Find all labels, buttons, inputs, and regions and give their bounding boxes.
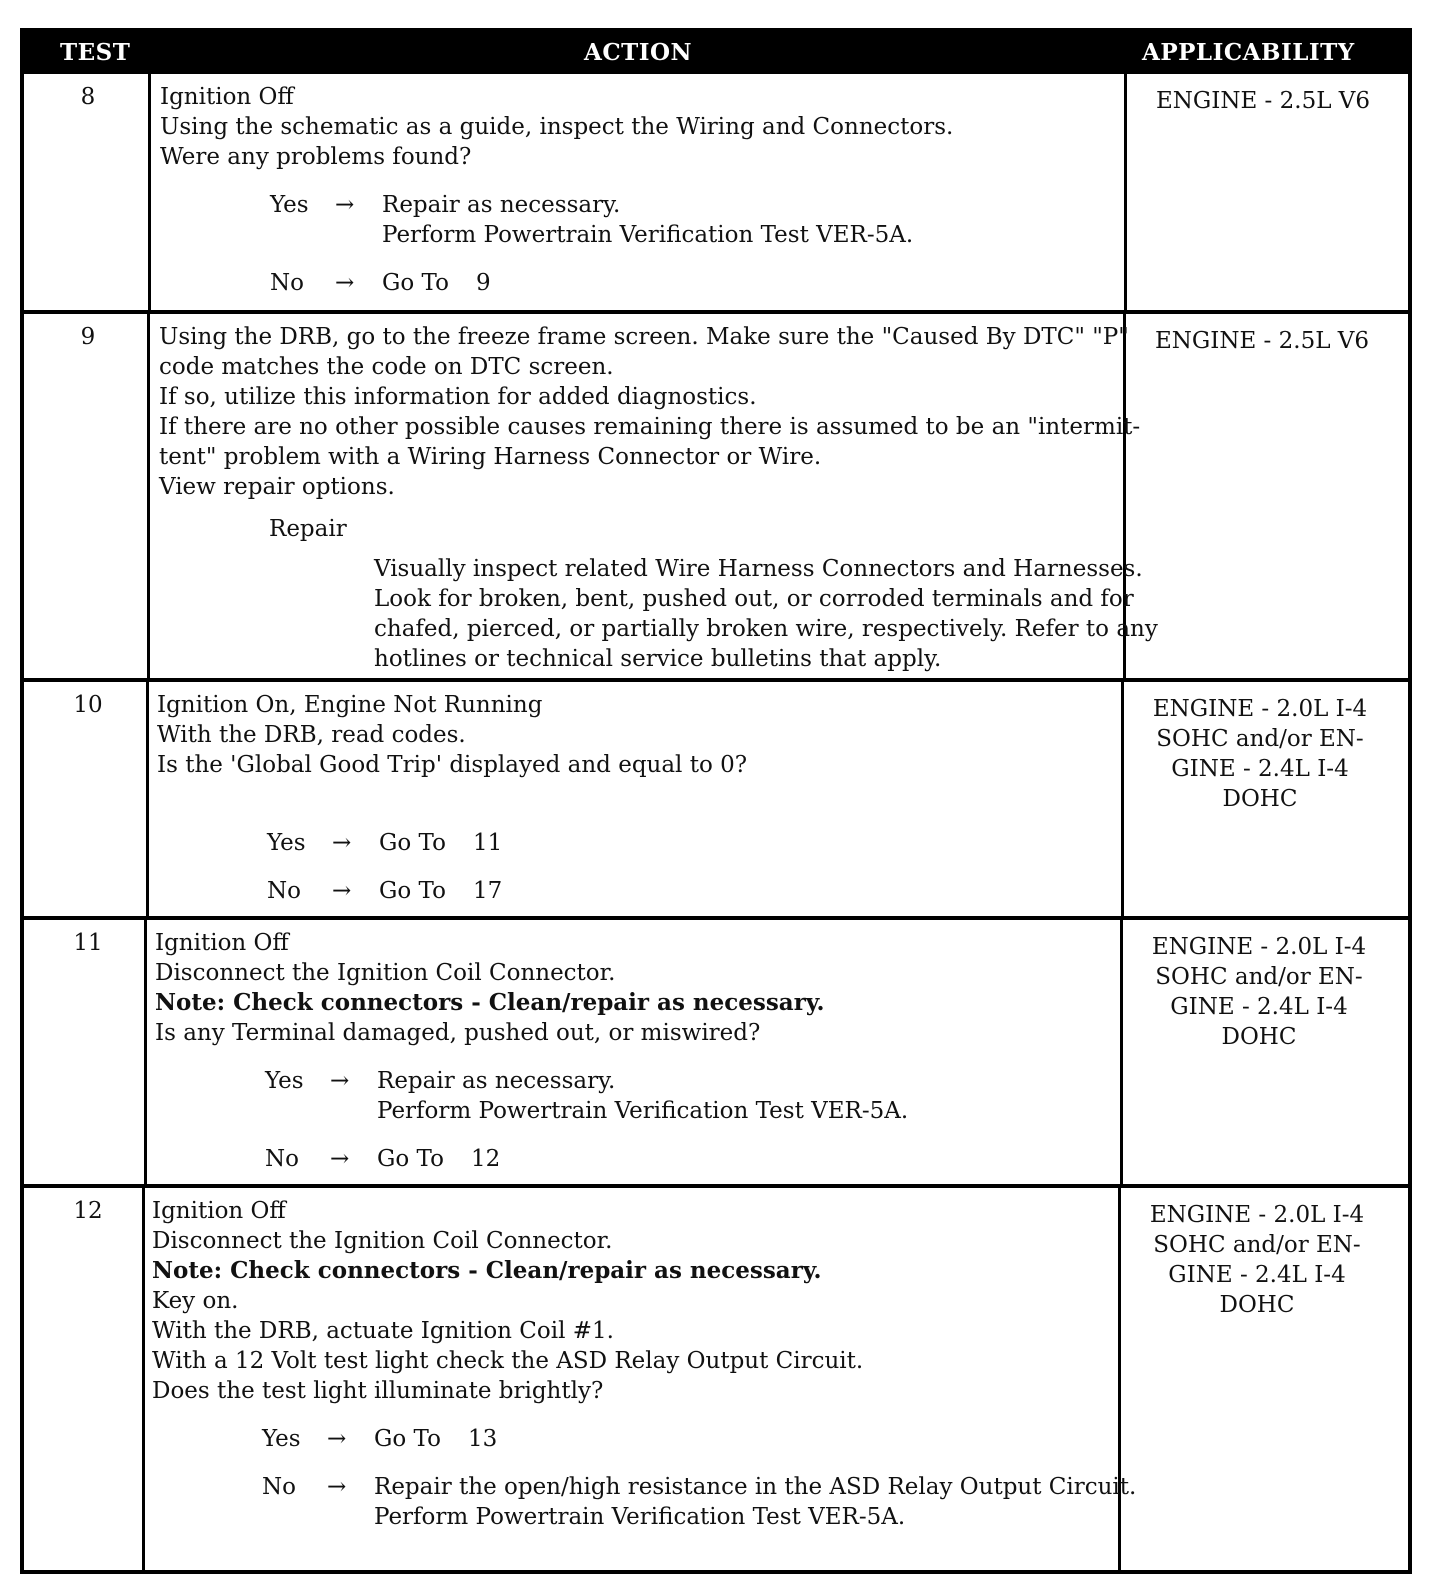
arrow-icon: → <box>332 878 352 904</box>
yes-text-2: Perform Powertrain Verification Test VER-5A. <box>377 1098 909 1124</box>
action-cell <box>152 1196 1137 1532</box>
yes-branch <box>160 190 1145 220</box>
repair-line: Visually inspect related Wire Harness Connectors and Harnesses. <box>374 556 1143 582</box>
yes-text-2: Perform Powertrain Verification Test VER-5A. <box>382 222 914 248</box>
action-line: Were any problems found? <box>160 144 472 170</box>
no-label: No <box>265 1146 299 1172</box>
action-line: code matches the code on DTC screen. <box>159 354 614 380</box>
test-number: 9 <box>80 324 96 350</box>
applicability-line: SOHC and/or EN- <box>1156 726 1364 752</box>
table-row <box>24 310 1408 678</box>
no-label: No <box>262 1474 296 1500</box>
arrow-icon: → <box>330 1146 350 1172</box>
action-line: Disconnect the Ignition Coil Connector. <box>152 1228 613 1254</box>
action-cell <box>157 690 1142 906</box>
action-line: Ignition Off <box>160 84 294 110</box>
arrow-icon: → <box>327 1426 347 1452</box>
table-row <box>24 916 1408 1184</box>
yes-text: Repair as necessary. <box>382 192 621 218</box>
action-line: With the DRB, actuate Ignition Coil #1. <box>152 1318 614 1344</box>
arrow-icon: → <box>330 1068 350 1094</box>
applicability-line: ENGINE - 2.5L V6 <box>1154 328 1370 354</box>
yes-label: Yes <box>267 830 306 856</box>
action-line: With the DRB, read codes. <box>157 722 466 748</box>
applicability-line: ENGINE - 2.0L I-4 <box>1149 1202 1365 1228</box>
action-line: Is the 'Global Good Trip' displayed and equal to 0? <box>157 752 748 778</box>
applicability-cell <box>1127 326 1397 356</box>
applicability-line: SOHC and/or EN- <box>1155 964 1363 990</box>
arrow-icon: → <box>335 270 355 296</box>
header-applicability: APPLICABILITY <box>1142 39 1355 66</box>
test-number: 8 <box>80 84 96 110</box>
no-branch <box>160 268 1145 298</box>
action-line: If there are no other possible causes remaining there is assumed to be an "intermit- <box>159 414 1141 440</box>
action-line: Using the schematic as a guide, inspect the Wiring and Connectors. <box>160 114 954 140</box>
goto-text: Go To <box>374 1426 441 1452</box>
applicability-line: ENGINE - 2.0L I-4 <box>1151 934 1367 960</box>
action-line: Does the test light illuminate brightly? <box>152 1378 604 1404</box>
applicability-cell <box>1128 86 1398 116</box>
action-line: Disconnect the Ignition Coil Connector. <box>155 960 616 986</box>
yes-branch <box>157 828 1142 858</box>
yes-label: Yes <box>270 192 309 218</box>
table-header <box>24 32 1408 74</box>
goto-number: 17 <box>473 878 503 904</box>
goto-text: Go To <box>379 878 446 904</box>
action-line: Ignition Off <box>152 1198 286 1224</box>
diagnostic-table <box>20 28 1412 1574</box>
action-line: Ignition Off <box>155 930 289 956</box>
repair-label: Repair <box>269 516 347 542</box>
repair-line: Look for broken, bent, pushed out, or corroded terminals and for <box>374 586 1134 612</box>
yes-label: Yes <box>265 1068 304 1094</box>
yes-text: Repair as necessary. <box>377 1068 616 1094</box>
header-test: TEST <box>60 39 131 66</box>
no-branch <box>152 1472 1137 1502</box>
applicability-line: GINE - 2.4L I-4 <box>1170 994 1348 1020</box>
no-branch <box>155 1144 1140 1174</box>
yes-branch <box>155 1066 1140 1096</box>
action-cell <box>160 82 1145 298</box>
no-label: No <box>270 270 304 296</box>
test-number: 10 <box>73 692 103 718</box>
applicability-cell <box>1122 1200 1392 1320</box>
header-action: ACTION <box>584 39 693 66</box>
goto-text: Go To <box>382 270 449 296</box>
applicability-line: DOHC <box>1222 786 1298 812</box>
no-label: No <box>267 878 301 904</box>
yes-branch <box>152 1424 1137 1454</box>
action-line: Using the DRB, go to the freeze frame screen. Make sure the "Caused By DTC" "P" <box>159 324 1129 350</box>
applicability-line: SOHC and/or EN- <box>1153 1232 1361 1258</box>
table-row <box>24 678 1408 916</box>
arrow-icon: → <box>332 830 352 856</box>
applicability-line: DOHC <box>1219 1292 1295 1318</box>
table-row <box>24 70 1408 310</box>
goto-number: 12 <box>471 1146 501 1172</box>
repair-line: chafed, pierced, or partially broken wire, respectively. Refer to any <box>374 616 1158 642</box>
no-text: Repair the open/high resistance in the ASD Relay Output Circuit. <box>374 1474 1137 1500</box>
action-line: Key on. <box>152 1288 239 1314</box>
action-line: If so, utilize this information for added diagnostics. <box>159 384 757 410</box>
goto-number: 13 <box>468 1426 498 1452</box>
action-cell <box>159 322 1158 674</box>
applicability-cell <box>1125 694 1395 814</box>
arrow-icon: → <box>335 192 355 218</box>
no-text-2: Perform Powertrain Verification Test VER-5A. <box>374 1504 906 1530</box>
applicability-line: ENGINE - 2.0L I-4 <box>1152 696 1368 722</box>
no-branch <box>157 876 1142 906</box>
goto-number: 9 <box>476 270 491 296</box>
action-cell <box>155 928 1140 1174</box>
test-number: 12 <box>73 1198 103 1224</box>
goto-number: 11 <box>473 830 503 856</box>
repair-instructions <box>374 554 1158 674</box>
applicability-line: ENGINE - 2.5L V6 <box>1155 88 1371 114</box>
arrow-icon: → <box>327 1474 347 1500</box>
action-line: Is any Terminal damaged, pushed out, or miswired? <box>155 1020 761 1046</box>
applicability-line: GINE - 2.4L I-4 <box>1168 1262 1346 1288</box>
table-row <box>24 1184 1408 1570</box>
action-line: tent" problem with a Wiring Harness Connector or Wire. <box>159 444 822 470</box>
applicability-cell <box>1124 932 1394 1052</box>
action-line: View repair options. <box>159 474 395 500</box>
note-text: Note: Check connectors - Clean/repair as necessary. <box>155 989 825 1016</box>
applicability-line: GINE - 2.4L I-4 <box>1171 756 1349 782</box>
action-line: With a 12 Volt test light check the ASD Relay Output Circuit. <box>152 1348 864 1374</box>
goto-text: Go To <box>377 1146 444 1172</box>
test-number: 11 <box>73 930 103 956</box>
action-line: Ignition On, Engine Not Running <box>157 692 543 718</box>
applicability-line: DOHC <box>1221 1024 1297 1050</box>
repair-line: hotlines or technical service bulletins that apply. <box>374 646 942 672</box>
goto-text: Go To <box>379 830 446 856</box>
note-text: Note: Check connectors - Clean/repair as necessary. <box>152 1257 822 1284</box>
yes-label: Yes <box>262 1426 301 1452</box>
